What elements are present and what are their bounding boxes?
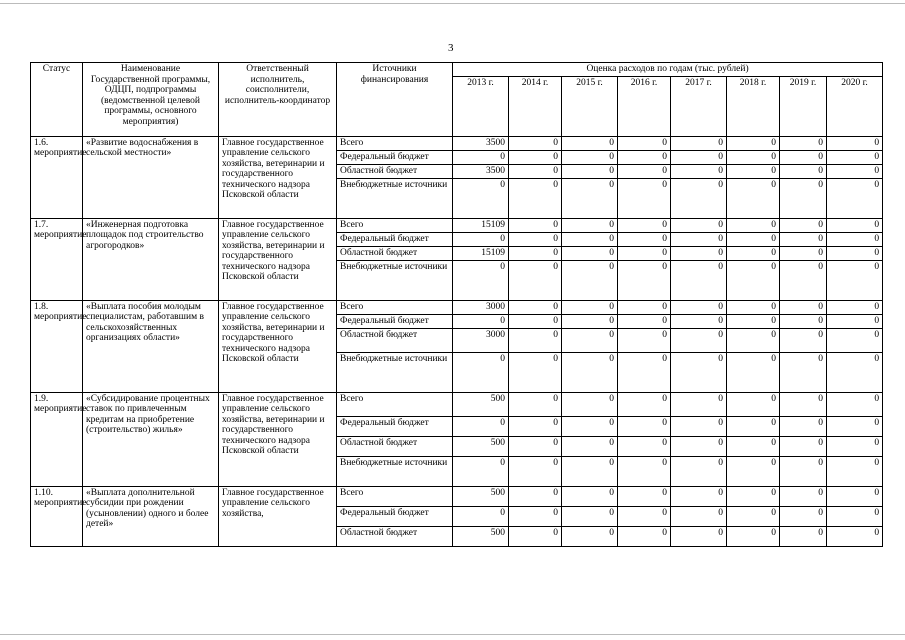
funding-source-label: Всего <box>337 136 453 150</box>
funding-source-label: Внебюджетные источники <box>337 352 453 392</box>
expense-value-cell: 0 <box>562 260 618 300</box>
expense-value-cell: 500 <box>453 486 509 506</box>
expense-value-cell: 0 <box>562 392 618 416</box>
expense-value-cell: 0 <box>780 136 827 150</box>
expense-value-cell: 0 <box>727 436 780 456</box>
expense-value-cell: 0 <box>671 456 727 486</box>
header-status: Статус <box>31 63 83 137</box>
expense-value-cell: 0 <box>780 246 827 260</box>
expense-value-cell: 0 <box>671 486 727 506</box>
name-cell: «Инженерная подготовка площадок под строительство агрогородков» <box>83 218 219 300</box>
funding-source-label: Всего <box>337 392 453 416</box>
expense-value-cell: 3500 <box>453 136 509 150</box>
expense-value-cell: 0 <box>827 392 883 416</box>
expense-value-cell: 0 <box>780 436 827 456</box>
funding-source-label: Внебюджетные источники <box>337 456 453 486</box>
expense-value-cell: 0 <box>618 486 671 506</box>
expense-value-cell: 0 <box>618 232 671 246</box>
expense-value-cell: 0 <box>671 218 727 232</box>
table-header <box>31 63 883 137</box>
expense-value-cell: 0 <box>827 178 883 218</box>
expense-value-cell: 15109 <box>453 246 509 260</box>
expense-value-cell: 0 <box>562 218 618 232</box>
expense-value-cell: 0 <box>827 150 883 164</box>
name-cell: «Выплата дополнительной субсидии при рождении (усыновлении) одного и более детей» <box>83 486 219 546</box>
header-executor: Ответственный исполнитель, соисполнители, исполнитель-координатор <box>219 63 337 137</box>
table-row <box>31 136 883 150</box>
expense-value-cell: 0 <box>780 150 827 164</box>
funding-source-label: Областной бюджет <box>337 246 453 260</box>
expense-value-cell: 0 <box>453 260 509 300</box>
expense-value-cell: 0 <box>562 178 618 218</box>
expense-value-cell: 0 <box>827 352 883 392</box>
expense-value-cell: 0 <box>827 436 883 456</box>
name-cell: «Субсидирование процентных ставок по привлеченным кредитам на приобретение (строительство) жилья» <box>83 392 219 486</box>
expense-value-cell: 0 <box>562 416 618 436</box>
expense-value-cell: 3000 <box>453 300 509 314</box>
expense-value-cell: 0 <box>727 218 780 232</box>
expense-value-cell: 0 <box>780 416 827 436</box>
expense-value-cell: 0 <box>727 506 780 526</box>
expense-value-cell: 0 <box>562 486 618 506</box>
expense-value-cell: 0 <box>827 300 883 314</box>
funding-source-label: Областной бюджет <box>337 526 453 546</box>
executor-cell: Главное государственное управление сельского хозяйства, <box>219 486 337 546</box>
funding-source-label: Областной бюджет <box>337 164 453 178</box>
expense-value-cell: 0 <box>562 506 618 526</box>
expense-value-cell: 0 <box>727 300 780 314</box>
scan-edge-bottom <box>0 634 905 635</box>
expense-value-cell: 0 <box>562 314 618 328</box>
executor-cell: Главное государственное управление сельского хозяйства, ветеринарии и государственного технического надзора Псковской области <box>219 136 337 218</box>
status-cell: 1.7. мероприятие <box>31 218 83 300</box>
expense-value-cell: 0 <box>453 150 509 164</box>
expense-value-cell: 0 <box>780 352 827 392</box>
table-row <box>31 486 883 506</box>
expense-value-cell: 0 <box>618 218 671 232</box>
expense-value-cell: 0 <box>780 300 827 314</box>
expense-value-cell: 0 <box>780 456 827 486</box>
status-cell: 1.6. мероприятие <box>31 136 83 218</box>
funding-source-label: Всего <box>337 218 453 232</box>
table-row <box>31 218 883 232</box>
expense-value-cell: 0 <box>509 300 562 314</box>
header-name: Наименование Государственной программы, ОДЦП, подпрограммы (ведомственной целевой программы, основного мероприятия) <box>83 63 219 137</box>
expense-value-cell: 0 <box>827 506 883 526</box>
table-row <box>31 392 883 416</box>
expense-value-cell: 0 <box>780 260 827 300</box>
expense-value-cell: 0 <box>562 436 618 456</box>
header-year: 2017 г. <box>671 76 727 136</box>
funding-source-label: Внебюджетные источники <box>337 178 453 218</box>
expense-value-cell: 0 <box>618 260 671 300</box>
expense-value-cell: 0 <box>618 456 671 486</box>
expense-value-cell: 0 <box>509 328 562 352</box>
expense-value-cell: 0 <box>618 352 671 392</box>
expense-value-cell: 3000 <box>453 328 509 352</box>
expense-value-cell: 0 <box>509 218 562 232</box>
header-year: 2015 г. <box>562 76 618 136</box>
expense-value-cell: 0 <box>671 232 727 246</box>
expense-value-cell: 0 <box>562 164 618 178</box>
expense-value-cell: 0 <box>509 486 562 506</box>
expense-value-cell: 0 <box>727 178 780 218</box>
expense-value-cell: 0 <box>827 136 883 150</box>
expense-value-cell: 0 <box>727 456 780 486</box>
expense-value-cell: 0 <box>780 506 827 526</box>
expense-value-cell: 0 <box>780 486 827 506</box>
expense-value-cell: 0 <box>671 416 727 436</box>
expense-value-cell: 0 <box>562 246 618 260</box>
expense-value-cell: 0 <box>618 164 671 178</box>
expense-value-cell: 0 <box>727 164 780 178</box>
expense-value-cell: 0 <box>453 416 509 436</box>
expense-value-cell: 0 <box>509 246 562 260</box>
expense-value-cell: 0 <box>671 526 727 546</box>
expense-value-cell: 0 <box>727 246 780 260</box>
funding-source-label: Федеральный бюджет <box>337 506 453 526</box>
expense-value-cell: 0 <box>671 506 727 526</box>
expense-value-cell: 0 <box>509 260 562 300</box>
expense-value-cell: 0 <box>827 416 883 436</box>
header-estimate: Оценка расходов по годам (тыс. рублей) <box>453 63 883 77</box>
expense-value-cell: 0 <box>562 526 618 546</box>
expense-value-cell: 0 <box>827 456 883 486</box>
header-year: 2013 г. <box>453 76 509 136</box>
expense-value-cell: 500 <box>453 526 509 546</box>
expense-value-cell: 0 <box>671 136 727 150</box>
funding-source-label: Всего <box>337 300 453 314</box>
expense-value-cell: 0 <box>671 164 727 178</box>
expense-value-cell: 0 <box>671 328 727 352</box>
expense-value-cell: 0 <box>780 218 827 232</box>
expense-value-cell: 0 <box>562 328 618 352</box>
expense-value-cell: 0 <box>618 328 671 352</box>
expense-value-cell: 0 <box>562 136 618 150</box>
expense-value-cell: 0 <box>827 218 883 232</box>
expense-value-cell: 0 <box>509 416 562 436</box>
expense-value-cell: 0 <box>509 526 562 546</box>
expense-value-cell: 0 <box>671 150 727 164</box>
funding-source-label: Областной бюджет <box>337 328 453 352</box>
expense-value-cell: 0 <box>827 314 883 328</box>
page-number: 3 <box>448 42 454 54</box>
expense-value-cell: 0 <box>562 352 618 392</box>
expense-value-cell: 0 <box>509 456 562 486</box>
expense-value-cell: 0 <box>827 246 883 260</box>
expense-value-cell: 0 <box>453 506 509 526</box>
expense-value-cell: 0 <box>780 178 827 218</box>
expense-value-cell: 0 <box>618 506 671 526</box>
expense-value-cell: 0 <box>618 526 671 546</box>
expense-value-cell: 0 <box>780 164 827 178</box>
executor-cell: Главное государственное управление сельского хозяйства, ветеринарии и государственного технического надзора Псковской области <box>219 300 337 392</box>
budget-table <box>30 62 883 547</box>
expense-value-cell: 0 <box>618 300 671 314</box>
expense-value-cell: 500 <box>453 436 509 456</box>
expense-value-cell: 0 <box>780 314 827 328</box>
expense-value-cell: 500 <box>453 392 509 416</box>
executor-cell: Главное государственное управление сельского хозяйства, ветеринарии и государственного технического надзора Псковской области <box>219 392 337 486</box>
expense-value-cell: 0 <box>618 150 671 164</box>
expense-value-cell: 0 <box>727 328 780 352</box>
expense-value-cell: 0 <box>562 232 618 246</box>
executor-cell: Главное государственное управление сельского хозяйства, ветеринарии и государственного технического надзора Псковской области <box>219 218 337 300</box>
expense-value-cell: 0 <box>727 392 780 416</box>
status-cell: 1.8. мероприятие <box>31 300 83 392</box>
expense-value-cell: 0 <box>727 416 780 436</box>
header-year: 2016 г. <box>618 76 671 136</box>
expense-value-cell: 0 <box>509 178 562 218</box>
expense-value-cell: 0 <box>727 486 780 506</box>
expense-value-cell: 0 <box>509 392 562 416</box>
expense-value-cell: 0 <box>827 526 883 546</box>
funding-source-label: Федеральный бюджет <box>337 314 453 328</box>
expense-value-cell: 0 <box>671 352 727 392</box>
expense-value-cell: 0 <box>780 526 827 546</box>
expense-value-cell: 0 <box>780 392 827 416</box>
funding-source-label: Федеральный бюджет <box>337 150 453 164</box>
header-sources: Источники финансирования <box>337 63 453 137</box>
expense-value-cell: 0 <box>727 136 780 150</box>
header-year: 2019 г. <box>780 76 827 136</box>
expense-value-cell: 0 <box>671 300 727 314</box>
funding-source-label: Областной бюджет <box>337 436 453 456</box>
expense-value-cell: 0 <box>562 456 618 486</box>
funding-source-label: Всего <box>337 486 453 506</box>
expense-value-cell: 0 <box>827 486 883 506</box>
expense-value-cell: 0 <box>827 260 883 300</box>
funding-source-label: Федеральный бюджет <box>337 416 453 436</box>
expense-value-cell: 0 <box>562 300 618 314</box>
header-year: 2018 г. <box>727 76 780 136</box>
expense-value-cell: 0 <box>509 436 562 456</box>
name-cell: «Развитие водоснабжения в сельской местности» <box>83 136 219 218</box>
status-cell: 1.9. мероприятие <box>31 392 83 486</box>
expense-value-cell: 0 <box>618 416 671 436</box>
funding-source-label: Федеральный бюджет <box>337 232 453 246</box>
expense-value-cell: 0 <box>509 506 562 526</box>
expense-value-cell: 0 <box>509 352 562 392</box>
expense-value-cell: 0 <box>727 352 780 392</box>
expense-value-cell: 0 <box>671 392 727 416</box>
expense-value-cell: 0 <box>671 260 727 300</box>
table-row <box>31 300 883 314</box>
expense-value-cell: 0 <box>727 314 780 328</box>
expense-value-cell: 0 <box>827 232 883 246</box>
status-cell: 1.10. мероприятие <box>31 486 83 546</box>
expense-value-cell: 0 <box>618 314 671 328</box>
expense-value-cell: 0 <box>671 178 727 218</box>
expense-value-cell: 0 <box>671 314 727 328</box>
expense-value-cell: 3500 <box>453 164 509 178</box>
expense-value-cell: 0 <box>453 352 509 392</box>
expense-value-cell: 0 <box>453 456 509 486</box>
expense-value-cell: 0 <box>671 436 727 456</box>
expense-value-cell: 0 <box>509 164 562 178</box>
expense-value-cell: 0 <box>509 150 562 164</box>
expense-value-cell: 0 <box>727 526 780 546</box>
name-cell: «Выплата пособия молодым специалистам, работавшим в сельскохозяйственных организациях области» <box>83 300 219 392</box>
expense-value-cell: 0 <box>453 178 509 218</box>
expense-value-cell: 15109 <box>453 218 509 232</box>
header-year: 2014 г. <box>509 76 562 136</box>
expense-value-cell: 0 <box>727 260 780 300</box>
expense-value-cell: 0 <box>618 436 671 456</box>
expense-value-cell: 0 <box>618 136 671 150</box>
expense-value-cell: 0 <box>618 392 671 416</box>
scan-edge-top <box>0 3 905 4</box>
expense-value-cell: 0 <box>827 328 883 352</box>
expense-value-cell: 0 <box>509 314 562 328</box>
funding-source-label: Внебюджетные источники <box>337 260 453 300</box>
expense-value-cell: 0 <box>671 246 727 260</box>
header-year: 2020 г. <box>827 76 883 136</box>
expense-value-cell: 0 <box>618 178 671 218</box>
expense-value-cell: 0 <box>727 232 780 246</box>
expense-value-cell: 0 <box>509 136 562 150</box>
expense-value-cell: 0 <box>562 150 618 164</box>
expense-value-cell: 0 <box>509 232 562 246</box>
expense-value-cell: 0 <box>827 164 883 178</box>
expense-value-cell: 0 <box>780 232 827 246</box>
expense-value-cell: 0 <box>453 314 509 328</box>
expense-value-cell: 0 <box>780 328 827 352</box>
expense-value-cell: 0 <box>453 232 509 246</box>
table-body <box>31 136 883 546</box>
expense-value-cell: 0 <box>618 246 671 260</box>
expense-value-cell: 0 <box>727 150 780 164</box>
